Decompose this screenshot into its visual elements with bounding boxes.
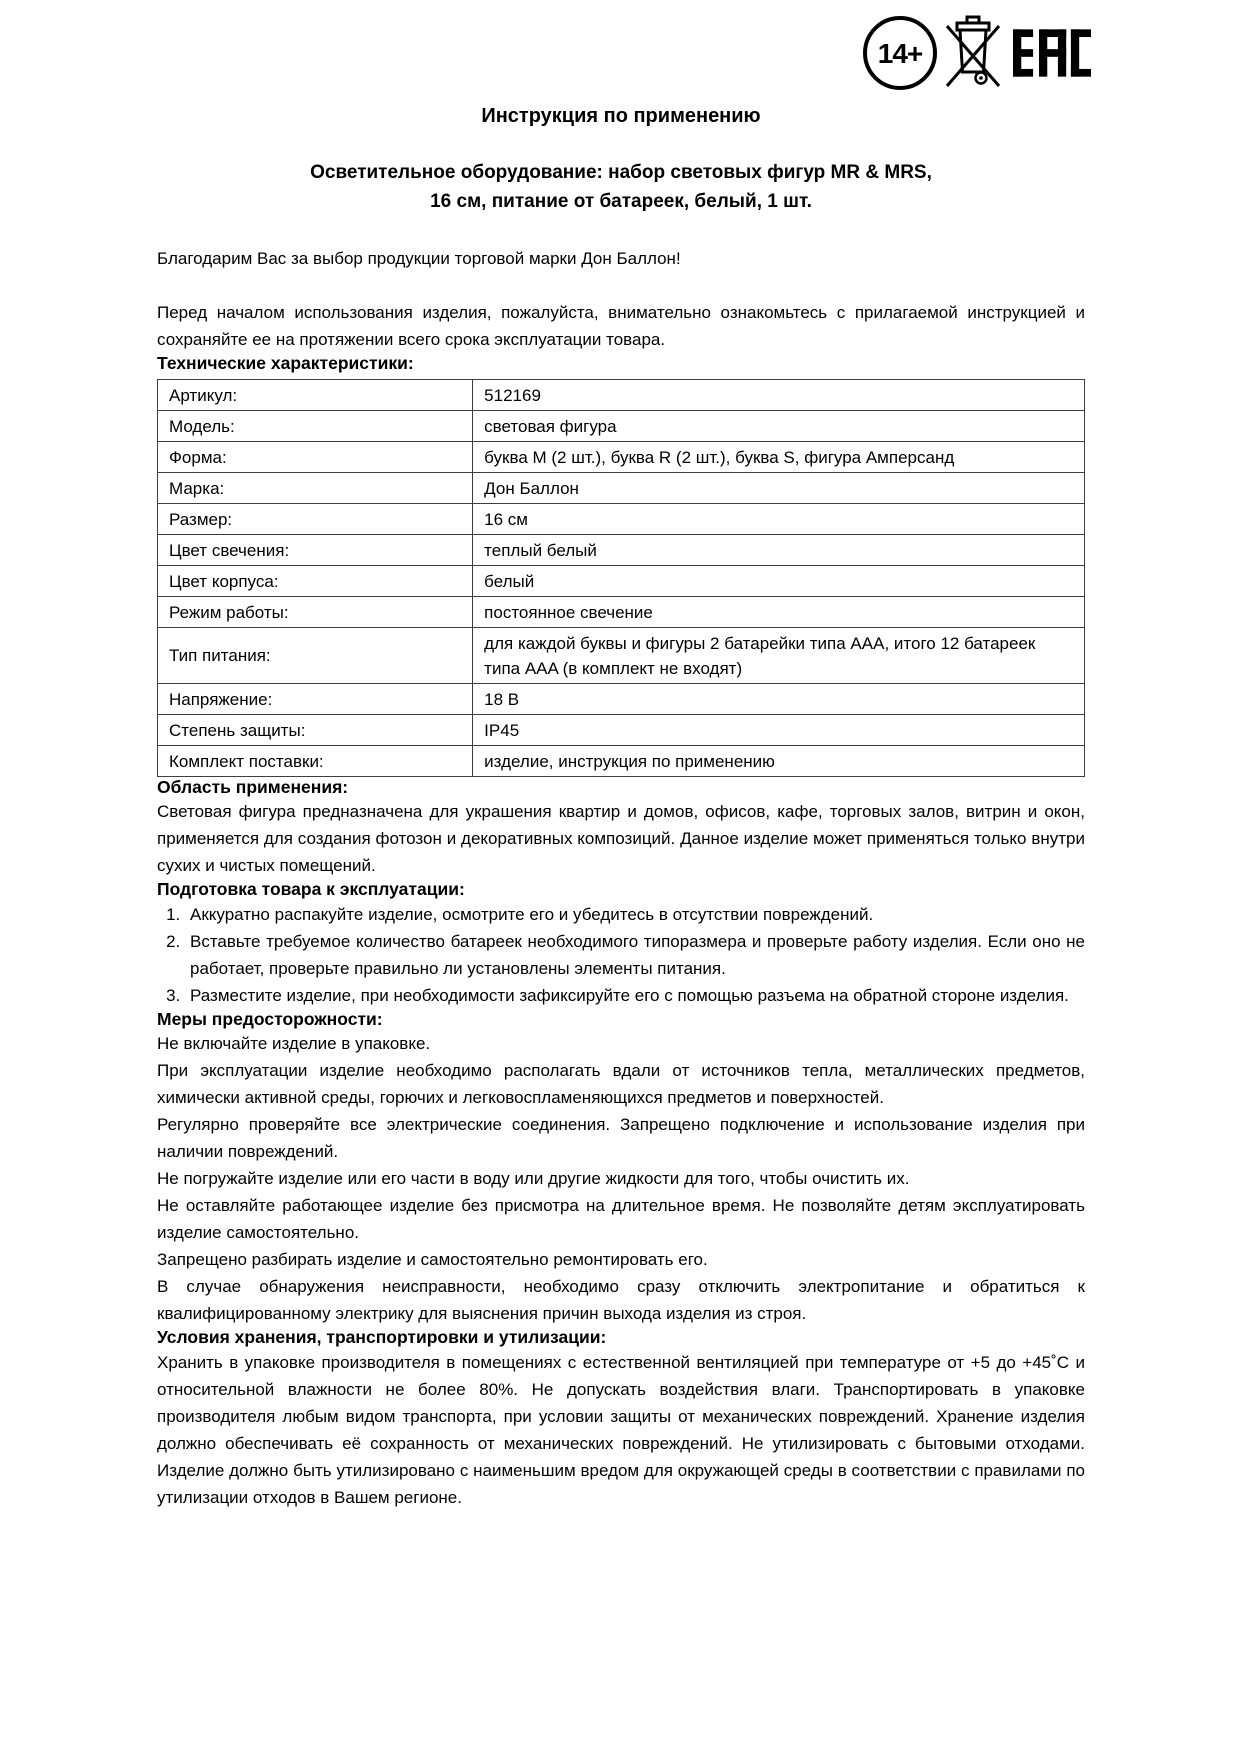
table-row	[158, 380, 1085, 411]
precaution-paragraph: Не включайте изделие в упаковке.	[157, 1034, 431, 1053]
product-title-line2: 16 см, питание от батареек, белый, 1 шт.	[430, 191, 812, 212]
area-body: Световая фигура предназначена для украшения квартир и домов, офисов, кафе, торговых залов, витрин и окон, применяется для создания фотозон и декоративных композиций. Данное изделие может применяться только внутри сухих и чистых помещений.	[157, 802, 1085, 875]
table-row	[158, 504, 1085, 535]
spec-label: Размер:	[158, 504, 473, 535]
table-row	[158, 535, 1085, 566]
spec-label: Марка:	[158, 473, 473, 504]
spec-label: Напряжение:	[158, 684, 473, 715]
spec-label: Форма:	[158, 442, 473, 473]
list-item: 3. Разместите изделие, при необходимости зафиксируйте его с помощью разъема на обратной стороне изделия.	[185, 982, 1085, 1009]
precaution-paragraph: При эксплуатации изделие необходимо располагать вдали от источников тепла, металлических предметов, химически активной среды, горючих и легковоспламеняющихся предметов и поверхностей.	[157, 1061, 1085, 1107]
age-restriction-label: 14+	[877, 37, 923, 69]
spec-label: Режим работы:	[158, 597, 473, 628]
table-row	[158, 442, 1085, 473]
precaution-paragraph: Запрещено разбирать изделие и самостоятельно ремонтировать его.	[157, 1250, 708, 1269]
spec-value: световая фигура	[473, 411, 1085, 442]
spec-value: буква M (2 шт.), буква R (2 шт.), буква S, фигура Амперсанд	[473, 442, 1085, 473]
page-title: Инструкция по применению	[481, 105, 761, 127]
spec-value: изделие, инструкция по применению	[473, 746, 1085, 777]
eac-mark-icon	[1013, 25, 1091, 81]
spec-value: Дон Баллон	[473, 473, 1085, 504]
list-item: 2. Вставьте требуемое количество батареек необходимого типоразмера и проверьте работу изделия. Если оно не работает, проверьте правильно ли установлены элементы питания.	[185, 928, 1085, 982]
spec-label: Артикул:	[158, 380, 473, 411]
spec-value: IP45	[473, 715, 1085, 746]
spec-label: Степень защиты:	[158, 715, 473, 746]
spec-value: 18 В	[473, 684, 1085, 715]
age-restriction-badge	[863, 16, 937, 90]
spec-value: 16 см	[473, 504, 1085, 535]
specs-heading: Технические характеристики:	[157, 353, 414, 373]
spec-label: Цвет свечения:	[158, 535, 473, 566]
spec-label: Цвет корпуса:	[158, 566, 473, 597]
spec-label: Модель:	[158, 411, 473, 442]
intro-thanks: Благодарим Вас за выбор продукции торговой марки Дон Баллон!	[157, 249, 681, 268]
precaution-paragraph: Регулярно проверяйте все электрические соединения. Запрещено подключение и использование изделия при наличии повреждений.	[157, 1115, 1085, 1161]
spec-value: белый	[473, 566, 1085, 597]
product-title	[157, 158, 1085, 216]
table-row	[158, 715, 1085, 746]
table-row	[158, 411, 1085, 442]
table-row	[158, 746, 1085, 777]
table-row	[158, 684, 1085, 715]
table-row	[158, 473, 1085, 504]
precaution-paragraph: Не погружайте изделие или его части в воду или другие жидкости для того, чтобы очистить их.	[157, 1169, 910, 1188]
certification-badges	[863, 14, 1091, 92]
spec-label: Тип питания:	[158, 628, 473, 684]
area-heading: Область применения:	[157, 777, 349, 797]
spec-value: теплый белый	[473, 535, 1085, 566]
precautions-body	[157, 1030, 1085, 1327]
precaution-paragraph: В случае обнаружения неисправности, необходимо сразу отключить электропитание и обратиться к квалифицированному электрику для выяснения причин выхода изделия из строя.	[157, 1277, 1085, 1323]
preparation-heading: Подготовка товара к эксплуатации:	[157, 879, 465, 899]
specs-table	[157, 379, 1085, 777]
preparation-list	[157, 901, 1085, 1009]
table-row	[158, 566, 1085, 597]
storage-body: Хранить в упаковке производителя в помещениях с естественной вентиляцией при температуре от +5 до +45˚С и относительной влажности не более 80%. Не допускать воздействия влаги. Транспортировать в упаковке производителя любым видом транспорта, при условии защиты от механических повреждений. Хранение изделия должно обеспечивать её сохранность от механических повреждений. Не утилизировать с бытовыми отходами. Изделие должно быть утилизировано с наименьшим вредом для окружающей среды в соответствии с правилами по утилизации отходов в Вашем регионе.	[157, 1353, 1085, 1507]
spec-value: постоянное свечение	[473, 597, 1085, 628]
precaution-paragraph: Не оставляйте работающее изделие без присмотра на длительное время. Не позволяйте детям эксплуатировать изделие самостоятельно.	[157, 1196, 1085, 1242]
product-title-line1: Осветительное оборудование: набор световых фигур MR & MRS,	[310, 162, 932, 183]
intro-notice: Перед началом использования изделия, пожалуйста, внимательно ознакомьтесь с прилагаемой инструкцией и сохраняйте ее на протяжении всего срока эксплуатации товара.	[157, 303, 1085, 349]
weee-crossed-bin-icon	[944, 14, 1002, 92]
table-row	[158, 597, 1085, 628]
spec-label: Комплект поставки:	[158, 746, 473, 777]
spec-value: 512169	[473, 380, 1085, 411]
table-row	[158, 628, 1085, 684]
storage-heading: Условия хранения, транспортировки и утилизации:	[157, 1327, 607, 1347]
list-item: 1. Аккуратно распакуйте изделие, осмотрите его и убедитесь в отсутствии повреждений.	[185, 901, 1085, 928]
precautions-heading: Меры предосторожности:	[157, 1009, 383, 1029]
spec-value: для каждой буквы и фигуры 2 батарейки типа AAA, итого 12 батареек типа AAA (в комплект не входят)	[473, 628, 1085, 684]
